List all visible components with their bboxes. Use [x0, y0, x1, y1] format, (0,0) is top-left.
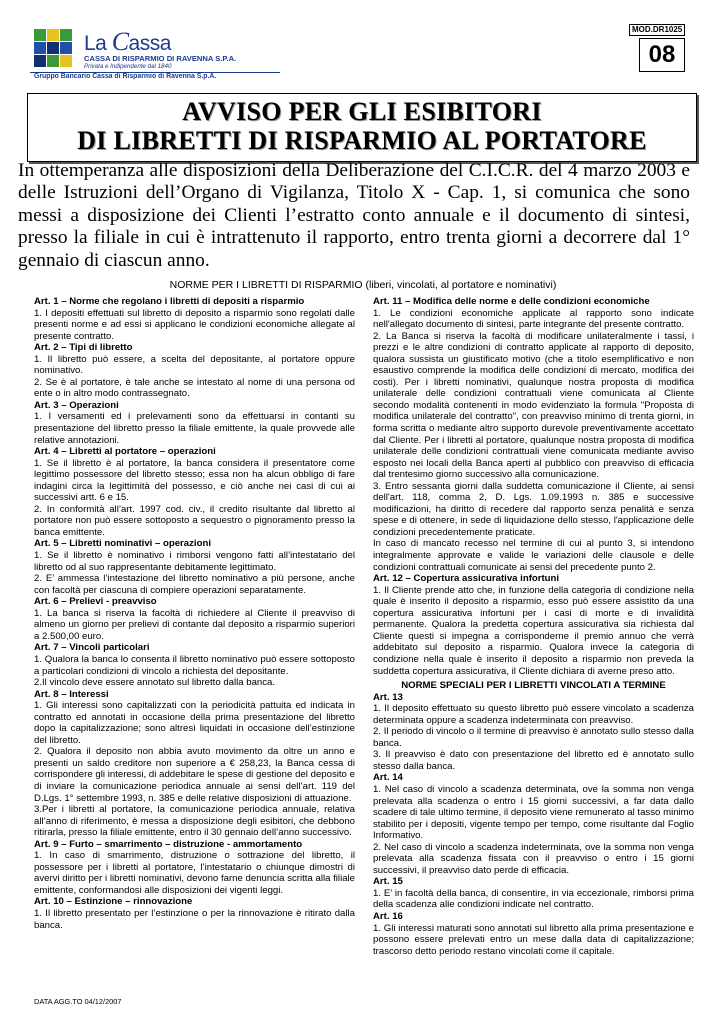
article-heading: Art. 10 – Estinzione – rinnovazione: [34, 896, 193, 908]
article-paragraph: 1. Il deposito effettuato su questo libretto può essere vincolato a scadenza determinata oppure a scadenza indeterminata con preavviso.: [373, 703, 694, 726]
article-heading: Art. 2 – Tipi di libretto: [34, 342, 133, 354]
group-name: Gruppo Bancario Cassa di Risparmio di Ravenna S.p.A.: [34, 73, 217, 80]
article-paragraph: 3.Per i libretti al portatore, la comunicazione periodica annuale, relativa all’anno di riferimento, è messa a disposizione degli esibitori, che debbono ritirarla, presso la filiale emittente, entro il 30 gennaio dell’anno successivo.: [34, 804, 355, 839]
article-paragraph: 1. Il Cliente prende atto che, in funzione della categoria di condizione nella quale è inserito il deposito a risparmio, esso può essere assistito da una copertura assicurativa infortuni per i casi di morte e di invalidità permanente. Qualora la predetta copertura assicurativa sia richiesta dal Cliente questi si impegna a corrisponderne il premio annuo che verrà addebitato sul deposito a risparmio. Qualora invece la categoria di condizione nella quale è inserito il deposito a risparmio non preveda la suddetta copertura assicurativa, il Cliente dichiara di averne preso atto.: [373, 584, 694, 677]
article-paragraph: 1. Qualora la banca lo consenta il libretto nominativo può essere sottoposto a particolari condizioni di vincolo a richiesta del depositante.: [34, 653, 355, 677]
title-line-1: AVVISO PER GLI ESIBITORI: [182, 97, 542, 126]
norme-heading: NORME PER I LIBRETTI DI RISPARMIO (liberi, vincolati, al portatore e nominativi): [169, 279, 557, 291]
article-heading: Art. 7 – Vincoli particolari: [34, 642, 150, 654]
bank-name: CASSA DI RISPARMIO DI RAVENNA S.P.A.: [84, 54, 237, 63]
bank-tagline: Privata e Indipendente dal 1840: [84, 63, 172, 70]
article-paragraph: 1. Gli interessi sono capitalizzati con la periodicità pattuita ed indicata in contratto ed annotati in occasione della prima presentazione del libretto dopo la capitalizzazione; sono altresì liquidati in occasione dell’estinzione del libretto.: [34, 700, 355, 746]
article-paragraph: 3. Entro sessanta giorni dalla suddetta comunicazione il Cliente, ai sensi dell'art. 118, comma 2, D. Lgs. 1.09.1993 n. 385 e successive modificazioni, ha diritto di recedere dal rapporto senza penalità e senza spese e di ottenere, in sede di liquidazione dello stesso, l'applicazione delle condizioni precedentemente praticate.: [373, 480, 694, 538]
article-heading: Art. 12 – Copertura assicurativa infortuni: [373, 573, 560, 585]
article-heading: Art. 1 – Norme che regolano i libretti di depositi a risparmio: [34, 296, 305, 307]
module-code: MOD.DR1025: [629, 24, 685, 36]
article-paragraph: 2. Il periodo di vincolo o il termine di preavviso è annotato sullo stesso dalla banca.: [373, 726, 694, 749]
article-heading: Art. 16: [373, 910, 403, 922]
article-heading: Art. 11 – Modifica delle norme e delle condizioni economiche: [373, 296, 650, 307]
article-paragraph: 3. Il preavviso è dato con presentazione del libretto ed è annotato sullo stesso dalla banca.: [373, 749, 694, 772]
article-heading: Art. 4 – Libretti al portatore – operazioni: [34, 446, 216, 458]
right-column: [373, 296, 694, 957]
article-paragraph: 2. In conformità all’art. 1997 cod. civ., il credito risultante dal libretto al portatore non può essere sottoposto a sequestro o pignoramento presso la banca emittente.: [34, 503, 355, 538]
article-paragraph: 2. Qualora il deposito non abbia avuto movimento da oltre un anno e presenti un saldo creditore non superiore a € 258,23, la Banca cessa di corrispondere gli interessi, di addebitare le spese di gestione del deposito e di inviare la comunicazione periodica annuale ai sensi dell’art. 119 del D.Lgs. 1° settembre 1993, n. 385 e delle relative disposizioni di attuazione.: [34, 746, 355, 804]
article-paragraph: 1. Gli interessi maturati sono annotati sul libretto alla prima presentazione e possono essere prelevati entro un mese dalla data di capitalizzazione; trascorso detto periodo restano vincolati come il capitale.: [373, 922, 694, 957]
article-heading: Art. 3 – Operazioni: [34, 399, 119, 411]
brand-wordmark: La Cassa: [84, 27, 171, 56]
intro-paragraph: In ottemperanza alle disposizioni della Deliberazione del C.I.C.R. del 4 marzo 2003 e delle Istruzioni dell’Organo di Vigilanza, Titolo X - Cap. 1, si comunica che sono messi a disposizione dei Clienti l’estratto conto annuale e il documento di sintesi, presso la filiale in cui è intrattenuto il rapporto, entro trenta giorni a decorrere dal 1° gennaio di ciascun anno.: [18, 160, 690, 271]
article-heading: Art. 15: [373, 876, 403, 888]
article-paragraph: 1. Il libretto presentato per l’estinzione o per la rinnovazione è ritirato dalla banca.: [34, 907, 355, 931]
article-paragraph: 1. In caso di smarrimento, distruzione o sottrazione del libretto, il possessore per i libretti al portatore, l’intestatario o chiunque dimostri di avervi diritto per i libretti nominativi, devono farne denuncia scritta alla filiale emittente, conformandosi alle disposizioni dei vigenti leggi.: [34, 850, 355, 896]
article-paragraph: In caso di mancato recesso nel termine di cui al punto 3, si intendono integralmente approvate e valide le variazioni delle clausole e delle condizioni contrattuali comunicate ai sensi del precedente punto 2.: [373, 538, 694, 573]
bank-logo: [30, 26, 280, 86]
article-paragraph: 1. I depositi effettuati sul libretto di deposito a risparmio sono regolati dalle presenti norme e ad essi si applicano le condizioni economiche allegate al presente contratto.: [34, 307, 355, 342]
title-line-2: DI LIBRETTI DI RISPARMIO AL PORTATORE: [77, 126, 647, 155]
article-heading: Art. 8 – Interessi: [34, 688, 109, 700]
title-box: [27, 93, 697, 162]
article-paragraph: 1. Se il libretto è nominativo i rimborsi vengono fatti all’intestatario del libretto od al suo rappresentante debitamente legittimato.: [34, 550, 355, 573]
article-heading: Art. 13: [373, 691, 403, 703]
article-heading: Art. 5 – Libretti nominativi – operazioni: [34, 538, 211, 550]
article-paragraph: 2.Il vincolo deve essere annotato sul libretto dalla banca.: [34, 677, 276, 689]
article-heading: Art. 9 – Furto – smarrimento – distruzione - ammortamento: [34, 838, 303, 850]
article-paragraph: 1. Nel caso di vincolo a scadenza determinata, ove la somma non venga prelevata alla scadenza o entro i 15 giorni successivi, a far data dallo scadere di tale ultimo termine, il deposito viene remunerato al tasso minimo stabilito per i depositi, vigente tempo per tempo, come risultante dal Foglio Informativo.: [373, 783, 694, 842]
left-column: [34, 296, 355, 931]
module-number: 08: [639, 38, 685, 72]
update-date: DATA AGG.TO 04/12/2007: [34, 997, 122, 1006]
article-paragraph: 1. Se il libretto è al portatore, la banca considera il presentatore come legittimo possessore del libretto stesso; essa non ha alcun obbligo di fare indagini circa la legittimità del possesso, e ciò anche nei casi di cui ai successivi artt. 6 e 15.: [34, 457, 355, 504]
section-subheading: NORME SPECIALI PER I LIBRETTI VINCOLATI A TERMINE: [401, 680, 666, 692]
article-paragraph: 1. Le condizioni economiche applicate al rapporto sono indicate nell'allegato documento di sintesi, parte integrante del presente contratto.: [373, 307, 694, 331]
article-paragraph: 2. Nel caso di vincolo a scadenza indeterminata, ove la somma non venga prelevata alla scadenza fissata con il preavviso o entro i 15 giorni successivi, il preavviso dato perde di efficacia.: [373, 841, 694, 876]
article-paragraph: 1. E’ in facoltà della banca, di consentire, in via eccezionale, rimborsi prima della scadenza alle condizioni indicate nel contratto.: [373, 887, 694, 911]
article-paragraph: 1. Il libretto può essere, a scelta del depositante, al portatore oppure nominativo.: [34, 353, 355, 377]
article-heading: Art. 14: [373, 772, 403, 784]
article-paragraph: 2. E’ ammessa l’intestazione del libretto nominativo a più persone, anche con facoltà per ciascuna di compiere operazioni separatamente.: [34, 573, 355, 596]
article-paragraph: 2. Se è al portatore, è tale anche se intestato al nome di una persona od ente o in altro modo contrassegnato.: [34, 376, 355, 400]
article-paragraph: 1. La banca si riserva la facoltà di richiedere al Cliente il preavviso di almeno un giorno per prelievi di contante dal deposito a risparmio superiori a 2.500,00 euro.: [34, 607, 355, 642]
article-heading: Art. 6 – Prelievi - preavviso: [34, 596, 157, 608]
article-paragraph: 2. La Banca si riserva la facoltà di modificare unilateralmente i tassi, i prezzi e le altre condizioni di contratto applicate al rapporto di deposito, qualora sussista un giustificato motivo (che a titolo esemplificativo e non esaustivo comprende la modifica delle condizioni di mercato, modifica dei costi). Per i libretti nominativi, qualunque nostra proposta di modifica unilaterale delle condizioni contrattuali viene comunicata al Cliente secondo modalità contenenti in modo evidenziato la formula "Proposta di modifica unilaterale del contratto", con preavviso minimo di trenta giorni, in forma scritta o mediante altro supporto durevole preventivamente accettato dal Cliente. Per i libretti al portatore, qualunque nostra proposta di modifica unilaterale delle condizioni contrattuali viene comunicata mediante avviso esposto nei locali della Banca aperti al pubblico con preavviso di efficacia dal trentesimo giorno successivo alla comunicazione.: [373, 330, 694, 481]
article-paragraph: 1. I versamenti ed i prelevamenti sono da effettuarsi in contanti su presentazione del libretto presso la filiale emittente, la quale provvede alle relative annotazioni.: [34, 411, 355, 446]
logo-mark-icon: [34, 29, 72, 67]
